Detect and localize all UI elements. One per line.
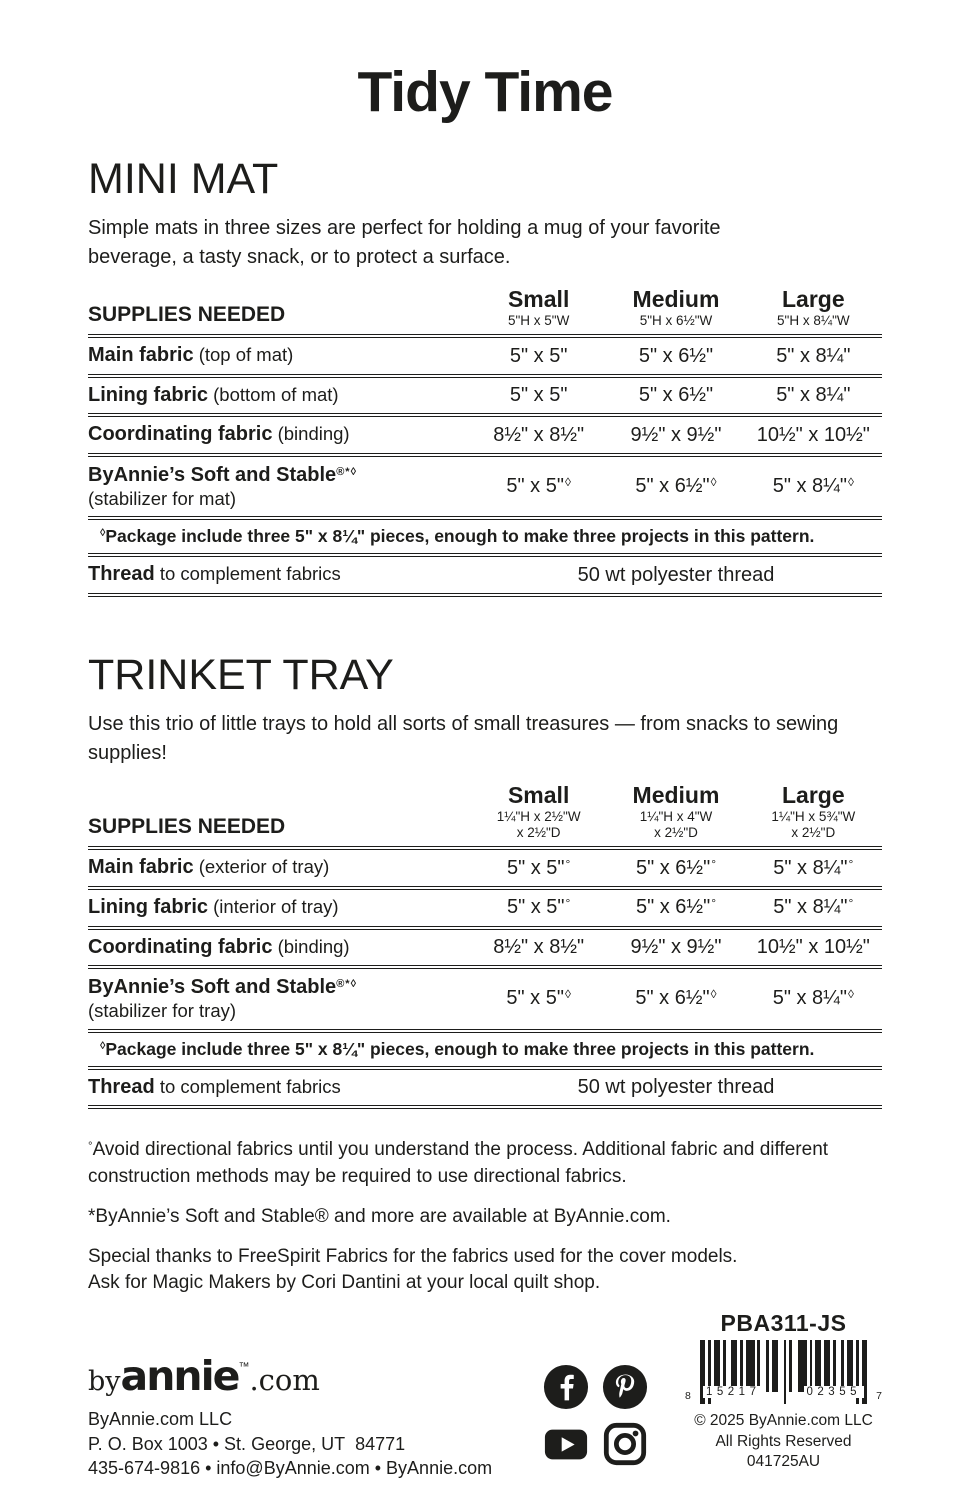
trinket-tray-heading: TRINKET TRAY (88, 651, 394, 700)
size-name: Medium (632, 781, 720, 808)
mini-mat-heading: MINI MAT (88, 155, 279, 203)
size-value: 8½" x 8½" (493, 935, 585, 958)
barcode-right-digit: 7 (876, 1390, 882, 1403)
size-name: Medium (632, 285, 720, 312)
table-row (88, 965, 882, 1028)
size-value: 5" x 6½"° (635, 896, 717, 919)
size-value: 5" x 8¼" (776, 344, 851, 367)
byannie-logo (88, 1352, 492, 1401)
thread-value: 50 wt polyester thread (577, 1075, 775, 1098)
package-note: ◊Package include three 5" x 8¼" pieces, enough to make three projects in this pattern. (88, 1029, 882, 1066)
trinket-tray-section (88, 653, 882, 1109)
size-value: 5" x 8¼"° (773, 856, 854, 879)
size-value: 5" x 5"◊ (506, 475, 571, 498)
barcode (685, 1340, 882, 1406)
size-column-header (470, 287, 607, 329)
facebook-icon (543, 1364, 589, 1410)
instagram-icon (602, 1421, 648, 1467)
company-contact: 435-674-9816 • info@ByAnnie.com • ByAnnie.com (88, 1457, 493, 1478)
table-row (88, 453, 882, 516)
supplies-needed-label: SUPPLIES NEEDED (88, 303, 286, 327)
thread-label: Thread to complement fabrics (88, 1075, 341, 1098)
size-value: 10½" x 10½" (756, 423, 870, 446)
supply-label: Main fabric (exterior of tray) (88, 856, 330, 879)
supply-label: Lining fabric (bottom of mat) (88, 383, 339, 406)
footnote: *ByAnnie’s Soft and Stable® and more are available at ByAnnie.com. (88, 1205, 671, 1227)
size-dimensions: 5"H x 5"W (507, 313, 570, 329)
mini-mat-description: Simple mats in three sizes are perfect for holding a mug of your favorite beverage, a tasty snack, or to protect a surface. (88, 217, 721, 268)
size-column-header (470, 783, 607, 842)
trinket-tray-description: Use this trio of little trays to hold all sorts of small treasures — from snacks to sewing supplies! (88, 713, 839, 764)
trinket-tray-supplies-table (88, 783, 882, 1109)
pattern-sku: PBA311-JS (720, 1310, 847, 1337)
size-column-header (745, 287, 882, 329)
barcode-left-digit: 8 (685, 1390, 691, 1403)
page-footer (88, 1310, 882, 1500)
size-value: 10½" x 10½" (756, 935, 870, 958)
revision-code: 041725AU (746, 1453, 821, 1471)
logo-annie: annie (120, 1352, 239, 1401)
copyright: © 2025 ByAnnie.com LLC (694, 1412, 873, 1430)
rights-reserved: All Rights Reserved (715, 1432, 852, 1450)
barcode-block (685, 1310, 882, 1472)
size-name: Large (782, 781, 845, 808)
logo-by: by (88, 1366, 121, 1398)
supply-label: Lining fabric (interior of tray) (88, 896, 339, 919)
barcode-group-1: 15217 (703, 1386, 763, 1398)
thread-row (88, 1066, 882, 1110)
size-value: 5" x 6½"◊ (635, 987, 717, 1010)
footnote: °Avoid directional fabrics until you understand the process. Additional fabric and different construction methods may be required to use directional fabrics. (88, 1139, 829, 1187)
size-value: 8½" x 8½" (493, 423, 585, 446)
mini-mat-supplies-table (88, 287, 882, 597)
table-row (88, 846, 882, 886)
size-dimensions: 1¼"H x 2½"W x 2½"D (496, 809, 581, 841)
page-title: Tidy Time (357, 60, 613, 124)
size-value: 5" x 8¼"◊ (772, 475, 854, 498)
size-column-header (607, 783, 744, 842)
size-dimensions: 1¼"H x 5¾"W x 2½"D (771, 809, 856, 841)
size-value: 5" x 5"° (506, 856, 571, 879)
size-value: 5" x 5"° (506, 896, 571, 919)
footnote: Special thanks to FreeSpirit Fabrics for the fabrics used for the cover models. Ask for Magic Makers by Cori Dantini at your local quilt shop. (88, 1245, 738, 1294)
size-column-header (607, 287, 744, 329)
size-value: 5" x 6½"◊ (635, 475, 717, 498)
logo-com: .com (249, 1363, 320, 1398)
size-value: 9½" x 9½" (630, 423, 722, 446)
supply-label: Coordinating fabric (binding) (88, 935, 350, 958)
thread-label: Thread to complement fabrics (88, 563, 341, 586)
barcode-group-2: 02355 (804, 1386, 864, 1398)
size-value: 5" x 5"◊ (506, 987, 571, 1010)
table-row (88, 413, 882, 453)
table-header (88, 287, 882, 334)
thread-value: 50 wt polyester thread (577, 563, 775, 586)
supply-label: ByAnnie’s Soft and Stable®*◊ (stabilizer for tray) (88, 976, 358, 1021)
supplies-needed-label: SUPPLIES NEEDED (88, 815, 286, 839)
size-column-header (745, 783, 882, 842)
size-value: 5" x 8¼"◊ (772, 987, 854, 1010)
mini-mat-section (88, 157, 882, 597)
supply-label: Coordinating fabric (binding) (88, 423, 350, 446)
size-name: Large (782, 285, 845, 312)
pinterest-icon (602, 1364, 648, 1410)
package-note: ◊Package include three 5" x 8¼" pieces, enough to make three projects in this pattern. (88, 516, 882, 553)
size-dimensions: 5"H x 8¼"W (777, 313, 850, 329)
table-row (88, 886, 882, 926)
table-row (88, 334, 882, 374)
size-value: 5" x 5" (509, 384, 568, 407)
size-value: 5" x 6½"° (635, 856, 717, 879)
youtube-icon (543, 1421, 589, 1467)
barcode-digits (703, 1386, 864, 1398)
size-name: Small (507, 781, 570, 808)
size-value: 5" x 8¼"° (773, 896, 854, 919)
footnotes (88, 1137, 882, 1296)
company-name: ByAnnie.com LLC (88, 1409, 233, 1430)
size-value: 5" x 6½" (638, 384, 714, 407)
company-address: P. O. Box 1003 • St. George, UT 84771 (88, 1433, 406, 1454)
thread-row (88, 553, 882, 597)
social-icons (543, 1364, 648, 1467)
table-header (88, 783, 882, 847)
size-value: 5" x 6½" (638, 344, 714, 367)
size-name: Small (507, 285, 570, 312)
size-value: 5" x 5" (509, 344, 568, 367)
publisher-block (88, 1352, 493, 1480)
table-row (88, 374, 882, 414)
size-value: 5" x 8¼" (776, 384, 851, 407)
size-dimensions: 1¼"H x 4"W x 2½"D (639, 809, 713, 841)
table-row (88, 926, 882, 966)
logo-trademark: ™ (238, 1361, 250, 1374)
size-value: 9½" x 9½" (630, 935, 722, 958)
supply-label: ByAnnie’s Soft and Stable®*◊ (stabilizer for mat) (88, 464, 358, 509)
supply-label: Main fabric (top of mat) (88, 344, 294, 367)
size-dimensions: 5"H x 6½"W (639, 313, 713, 329)
